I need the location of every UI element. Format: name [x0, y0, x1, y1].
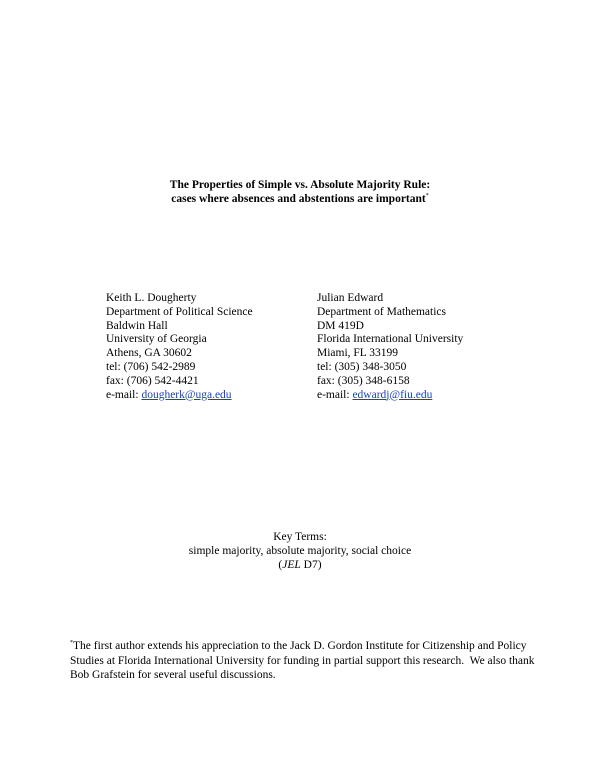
- author-building: Baldwin Hall: [106, 319, 168, 332]
- email-label: e-mail:: [317, 388, 353, 401]
- author-institution: Florida International University: [317, 333, 464, 346]
- email-link-edward[interactable]: edwardj@fiu.edu: [352, 388, 433, 401]
- paper-title-line1: The Properties of Simple vs. Absolute Majority Rule:: [169, 179, 431, 191]
- paper-subtitle: [0, 193, 600, 206]
- jel-open-paren: (: [278, 559, 283, 571]
- author-city: Miami, FL 33199: [317, 347, 399, 360]
- author-email-line: [106, 389, 253, 403]
- author-fax: fax: (706) 542-4421: [106, 374, 199, 387]
- key-terms-list: simple majority, absolute majority, social choice: [188, 545, 412, 557]
- author-building: DM 419D: [317, 319, 364, 332]
- author-city: Athens, GA 30602: [106, 347, 192, 360]
- author-name: Keith L. Dougherty: [106, 292, 197, 304]
- paper-title-line2: cases where absences and abstentions are important: [171, 193, 426, 205]
- footnote-marker: *: [70, 640, 73, 646]
- author-tel: tel: (706) 542-2989: [106, 360, 196, 373]
- author-department: Department of Mathematics: [317, 305, 447, 318]
- key-terms-section: [0, 530, 600, 572]
- jel-label: JEL: [282, 559, 301, 571]
- footnote-text: The first author extends his appreciation to the Jack D. Gordon Institute for Citizenship and Policy Studies at Florida International University for funding in partial support this research. We also thank Bob Grafstein for several useful discussions.: [70, 640, 538, 681]
- title-footnote-marker: *: [425, 193, 429, 199]
- author-institution: University of Georgia: [106, 333, 207, 346]
- email-link-dougherty[interactable]: dougherk@uga.edu: [141, 388, 232, 401]
- email-label: e-mail:: [106, 388, 142, 401]
- author-name: Julian Edward: [317, 292, 384, 304]
- jel-code: D7): [300, 559, 322, 571]
- author-tel: tel: (305) 348-3050: [317, 360, 407, 373]
- author-block-edward: [317, 292, 463, 402]
- key-terms-heading: Key Terms:: [273, 531, 327, 543]
- paper-title: [0, 179, 600, 192]
- acknowledgement-footnote: [70, 639, 540, 683]
- author-department: Department of Political Science: [106, 305, 253, 318]
- author-block-dougherty: [106, 292, 253, 402]
- author-email-line: [317, 389, 463, 403]
- jel-classification: [0, 558, 600, 572]
- author-fax: fax: (305) 348-6158: [317, 374, 410, 387]
